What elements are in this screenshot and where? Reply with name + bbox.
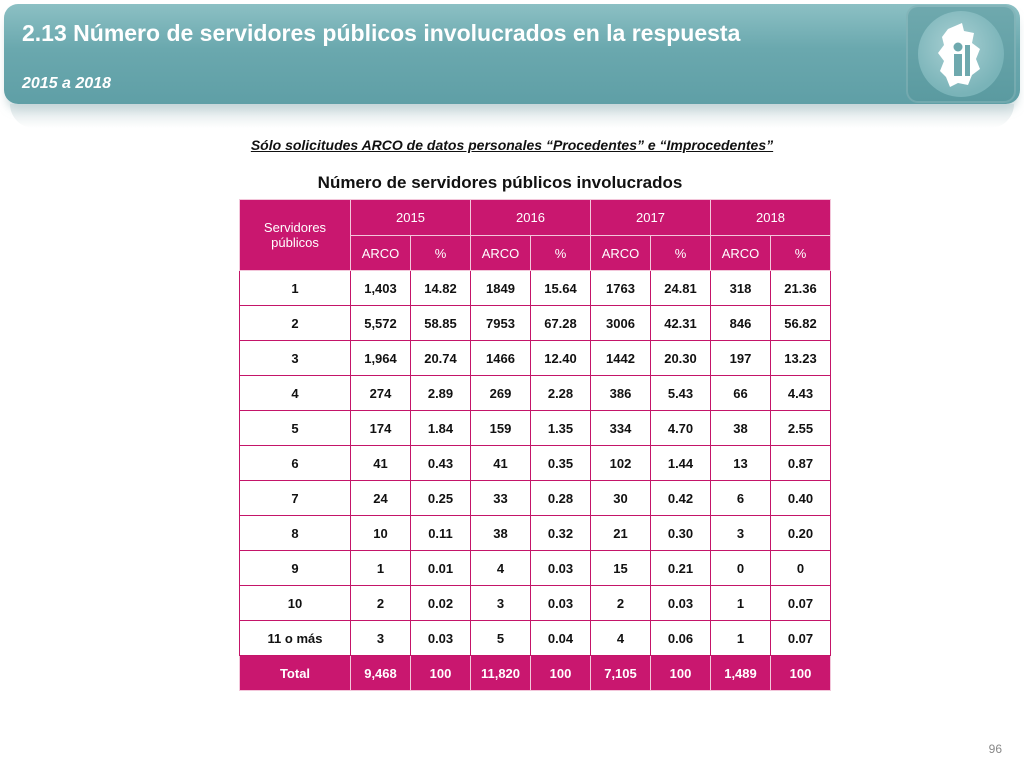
row-label-cell: 6 [240,446,351,481]
table-cell: 0.20 [771,516,831,551]
table-cell: 3 [711,516,771,551]
total-row [240,656,831,691]
table-row [240,621,831,656]
table-cell: 1442 [591,341,651,376]
table-cell: 1.84 [411,411,471,446]
table-cell: 0.01 [411,551,471,586]
table-cell: 7953 [471,306,531,341]
table-cell: 66 [711,376,771,411]
table-cell: 1849 [471,271,531,306]
servers-table [239,199,831,691]
row-label-cell: 7 [240,481,351,516]
slide-header [4,4,1020,104]
table-row [240,271,831,306]
table-row [240,376,831,411]
table-cell: 15 [591,551,651,586]
table-row [240,306,831,341]
table-cell: 0.03 [411,621,471,656]
sub-header-cell: ARCO [711,236,771,271]
table-cell: 1.44 [651,446,711,481]
table-cell: 10 [351,516,411,551]
table-cell: 3 [471,586,531,621]
sub-header-cell: % [531,236,591,271]
sub-header-cell: % [411,236,471,271]
table-cell: 1 [711,621,771,656]
row-label-cell: 8 [240,516,351,551]
table-cell: 14.82 [411,271,471,306]
table-cell: 100 [411,656,471,691]
table-cell: 3 [351,621,411,656]
table-cell: 0 [771,551,831,586]
table-cell: 0.06 [651,621,711,656]
table-cell: 0.43 [411,446,471,481]
row-label-cell: 10 [240,586,351,621]
table-cell: 7,105 [591,656,651,691]
table-cell: 1466 [471,341,531,376]
table-row [240,446,831,481]
table-cell: 4 [471,551,531,586]
table-cell: 4.43 [771,376,831,411]
table-cell: 0.28 [531,481,591,516]
row-label-cell: 1 [240,271,351,306]
table-cell: 67.28 [531,306,591,341]
table-cell: 5,572 [351,306,411,341]
table-cell: 4.70 [651,411,711,446]
table-cell: 42.31 [651,306,711,341]
year-header-2017: 2017 [591,200,711,236]
table-cell: 0.35 [531,446,591,481]
table-cell: 1,489 [711,656,771,691]
table-cell: 1.35 [531,411,591,446]
table-cell: 38 [471,516,531,551]
row-label-cell: 9 [240,551,351,586]
table-body [240,271,831,691]
sub-header-cell: ARCO [351,236,411,271]
table-row [240,551,831,586]
table-cell: 6 [711,481,771,516]
cdmx-info-logo-icon [918,11,1004,97]
table-cell: 56.82 [771,306,831,341]
table-cell: 33 [471,481,531,516]
logo-circle [918,11,1004,97]
row-header-cell: Servidores públicos [240,200,351,271]
table-cell: 15.64 [531,271,591,306]
table-cell: 41 [351,446,411,481]
page-title: 2.13 Número de servidores públicos involucrados en la respuesta [22,20,741,46]
table-cell: 1,403 [351,271,411,306]
table-cell: 20.74 [411,341,471,376]
header-shadow [10,104,1014,128]
sub-header-cell: ARCO [591,236,651,271]
year-header-row [240,200,831,236]
table-cell: 0.32 [531,516,591,551]
table-cell: 58.85 [411,306,471,341]
table-cell: 386 [591,376,651,411]
table-cell: 21 [591,516,651,551]
table-cell: 197 [711,341,771,376]
table-cell: 174 [351,411,411,446]
table-cell: 30 [591,481,651,516]
table-cell: 0.40 [771,481,831,516]
year-header-2016: 2016 [471,200,591,236]
table-cell: 11,820 [471,656,531,691]
sub-header-cell: % [771,236,831,271]
table-cell: 5 [471,621,531,656]
table-cell: 13.23 [771,341,831,376]
table-row [240,516,831,551]
table-cell: 0.07 [771,586,831,621]
table-cell: 1,964 [351,341,411,376]
table-cell: 0.42 [651,481,711,516]
table-cell: 4 [591,621,651,656]
table-cell: 846 [711,306,771,341]
table-cell: 100 [651,656,711,691]
table-cell: 274 [351,376,411,411]
table-cell: 0.21 [651,551,711,586]
row-label-cell: 3 [240,341,351,376]
row-label-cell: 2 [240,306,351,341]
table-cell: 318 [711,271,771,306]
table-cell: 2 [351,586,411,621]
logo [906,5,1016,103]
table-cell: 100 [771,656,831,691]
table-cell: 5.43 [651,376,711,411]
table-cell: 0.25 [411,481,471,516]
table-cell: 100 [531,656,591,691]
row-label-cell: 4 [240,376,351,411]
table-row [240,481,831,516]
table-row [240,341,831,376]
table-cell: 20.30 [651,341,711,376]
table-cell: 0.03 [531,551,591,586]
table-cell: 0 [711,551,771,586]
row-label-cell: 5 [240,411,351,446]
sub-header-cell: % [651,236,711,271]
table-cell: 159 [471,411,531,446]
year-header-2015: 2015 [351,200,471,236]
table-cell: 41 [471,446,531,481]
table-cell: 38 [711,411,771,446]
table-cell: 0.03 [651,586,711,621]
page-subtitle: 2015 a 2018 [22,75,111,92]
table-cell: 3006 [591,306,651,341]
table-cell: 0.30 [651,516,711,551]
table-cell: 1 [711,586,771,621]
table-cell: 0.03 [531,586,591,621]
table-cell: 1763 [591,271,651,306]
row-label-cell: Total [240,656,351,691]
table-title: Número de servidores públicos involucrados [317,173,683,192]
table-cell: 1 [351,551,411,586]
table-cell: 0.04 [531,621,591,656]
table-cell: 0.87 [771,446,831,481]
table-cell: 2 [591,586,651,621]
table-cell: 21.36 [771,271,831,306]
table-cell: 269 [471,376,531,411]
table-cell: 0.07 [771,621,831,656]
table-row [240,586,831,621]
sub-header-cell: ARCO [471,236,531,271]
table-cell: 334 [591,411,651,446]
table-cell: 0.11 [411,516,471,551]
page-number: 96 [988,742,1002,756]
table-cell: 13 [711,446,771,481]
table-cell: 2.28 [531,376,591,411]
table-cell: 24 [351,481,411,516]
table-cell: 2.89 [411,376,471,411]
row-label-cell: 11 o más [240,621,351,656]
year-header-2018: 2018 [711,200,831,236]
table-cell: 102 [591,446,651,481]
table-cell: 0.02 [411,586,471,621]
table-cell: 12.40 [531,341,591,376]
table-cell: 2.55 [771,411,831,446]
table-row [240,411,831,446]
filter-note: Sólo solicitudes ARCO de datos personales “Procedentes” e “Improcedentes” [250,137,774,153]
table-cell: 9,468 [351,656,411,691]
table-cell: 24.81 [651,271,711,306]
